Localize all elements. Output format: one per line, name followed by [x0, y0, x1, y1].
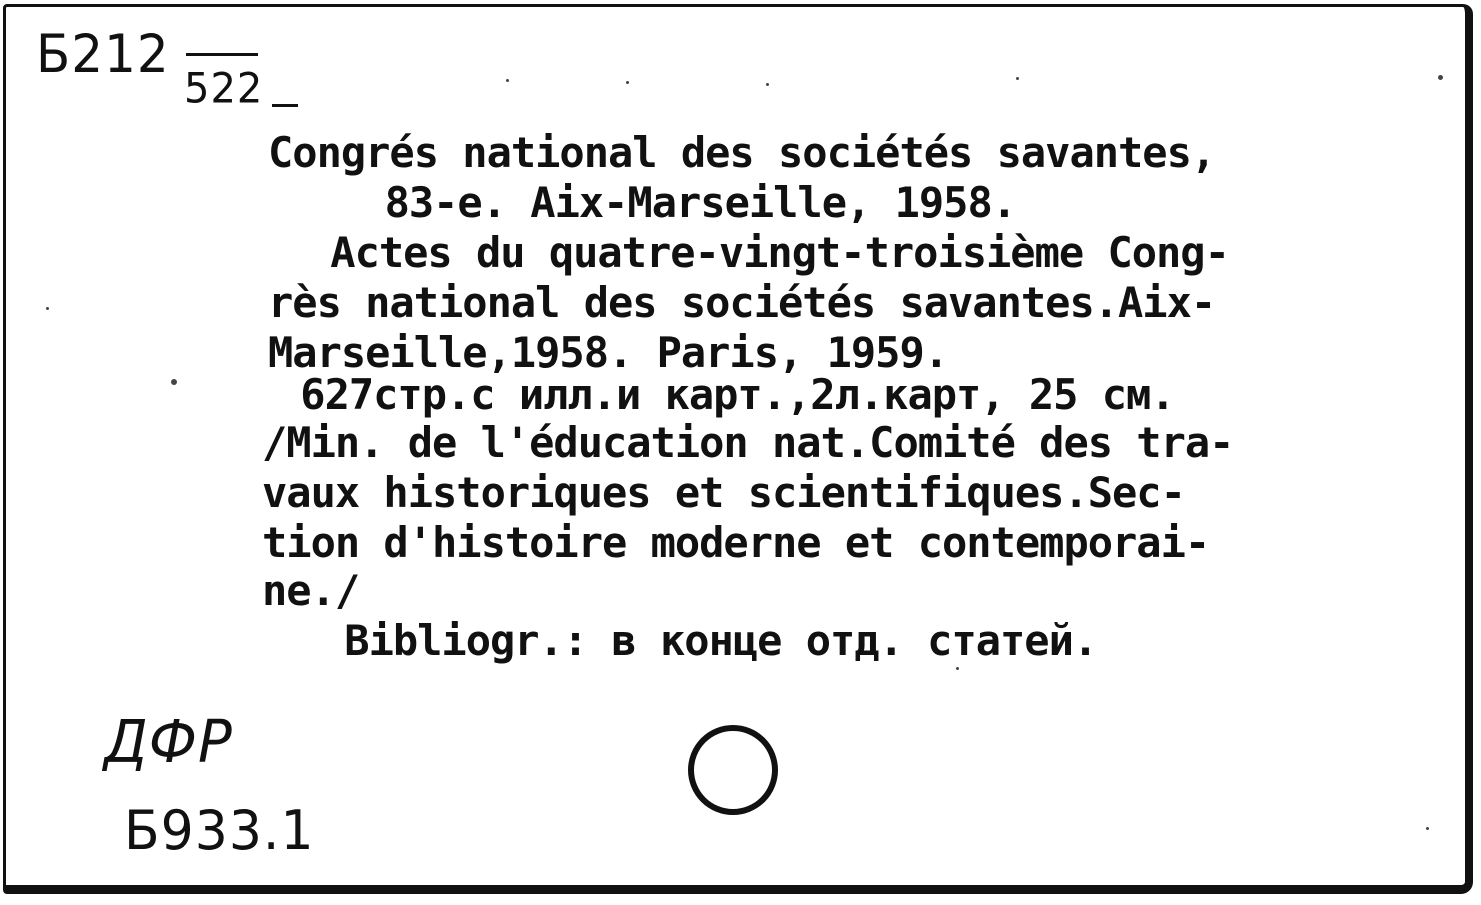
entry-line-9: tion d'histoire moderne et contemporai-: [262, 518, 1210, 567]
entry-line-10: ne./: [262, 566, 360, 615]
ink-speck: [1438, 75, 1443, 80]
entry-line-11: Bibliogr.: в конце отд. статей.: [320, 616, 1098, 665]
ink-speck: [46, 307, 49, 310]
ink-speck: [956, 667, 959, 670]
stamp-code: ДФР: [104, 708, 233, 777]
entry-line-4: rès national des sociétés savantes.Aix-: [268, 278, 1216, 327]
call-number: Б933.1: [124, 799, 315, 863]
entry-line-5: Marseille,1958. Paris, 1959.: [268, 328, 949, 377]
shelfmark-sub: 522: [184, 64, 264, 114]
entry-line-6: 627стр.с илл.и карт.,2л.карт, 25 см.: [276, 370, 1175, 419]
shelfmark-main: Б212: [36, 23, 170, 85]
entry-line-1: Congrés national des sociétés savantes,: [268, 128, 1216, 177]
ink-speck: [171, 379, 177, 385]
entry-line-3: Actes du quatre-vingt-troisième Cong-: [306, 228, 1229, 277]
catalog-card: [3, 4, 1473, 894]
punch-hole: [688, 725, 778, 815]
ink-speck: [506, 79, 509, 82]
shelfmark-underline: [272, 104, 298, 107]
ink-speck: [766, 83, 769, 86]
entry-line-2: 83-e. Aix-Marseille, 1958.: [336, 178, 1017, 227]
shelfmark-fraction-line: [186, 53, 258, 56]
ink-speck: [1016, 77, 1019, 80]
ink-speck: [626, 81, 629, 84]
entry-line-8: vaux historiques et scientifiques.Sec-: [262, 468, 1185, 517]
entry-line-7: /Min. de l'éducation nat.Comité des tra-: [262, 418, 1234, 467]
ink-speck: [1426, 827, 1429, 830]
